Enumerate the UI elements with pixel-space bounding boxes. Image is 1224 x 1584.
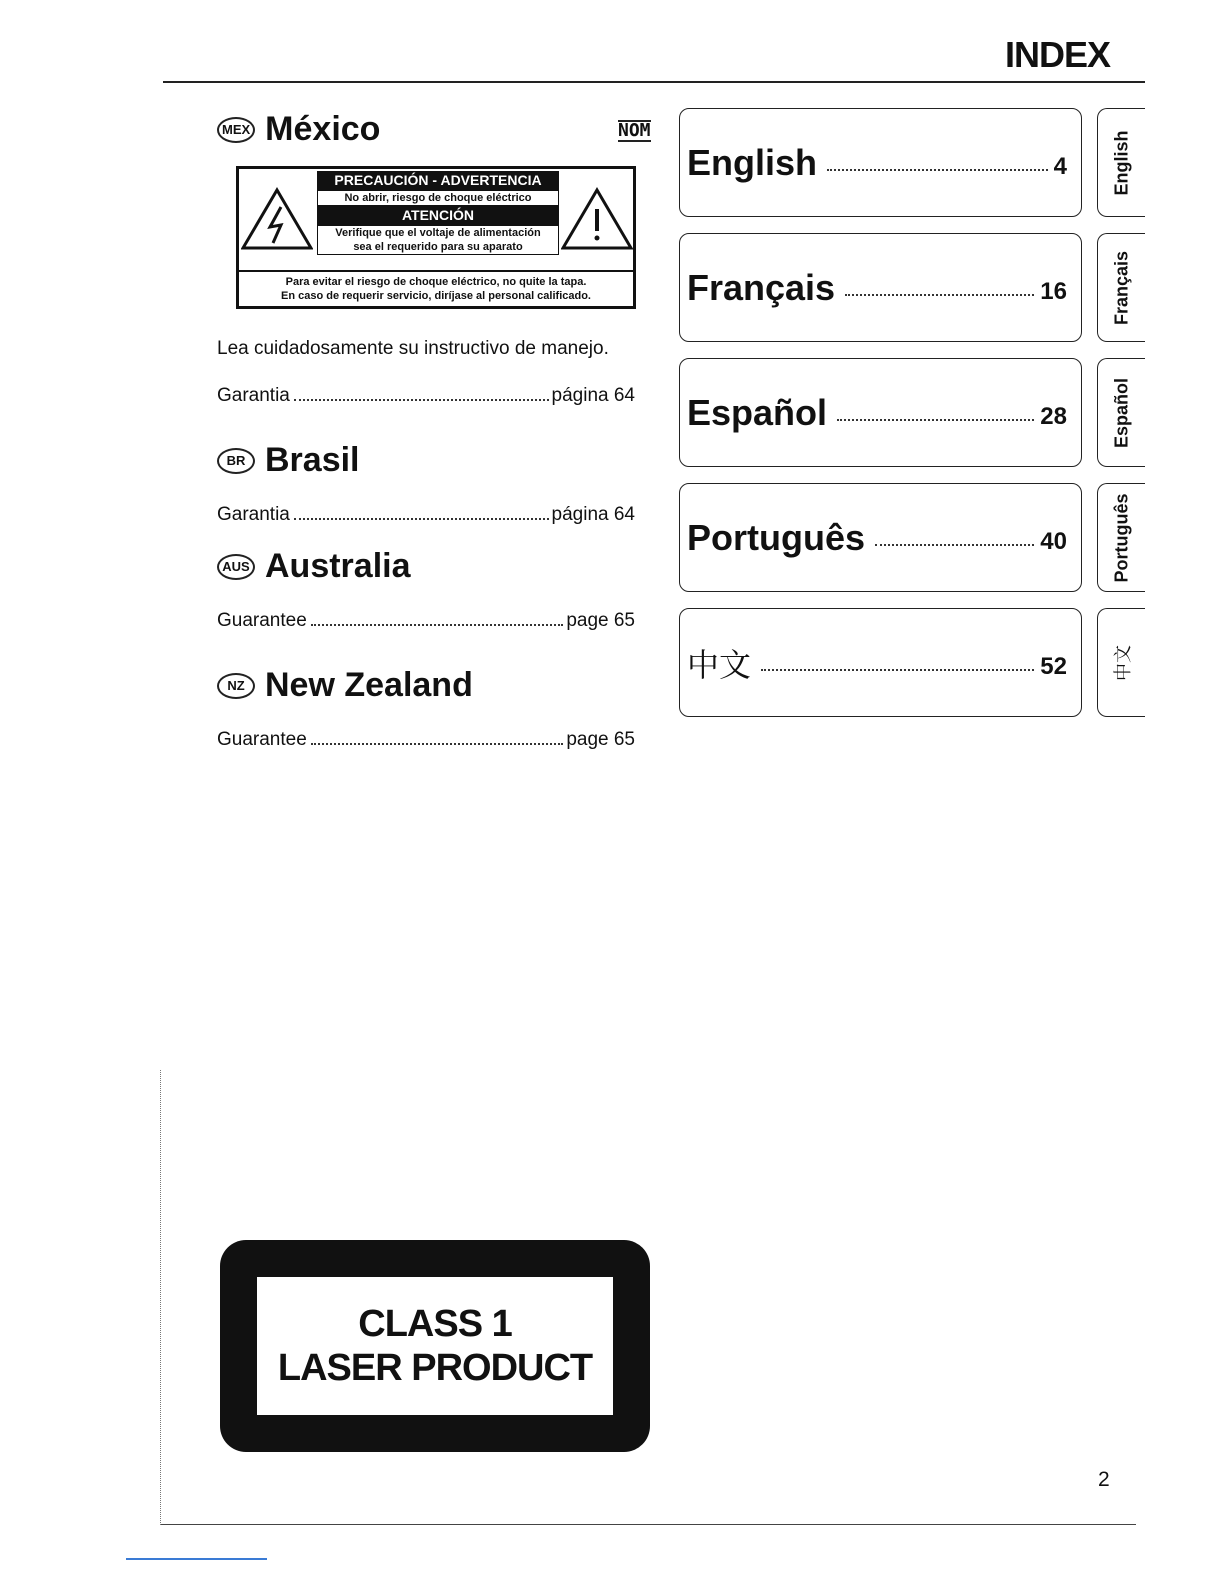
entry-label: Guarantee [217, 610, 307, 631]
language-page: 52 [1040, 652, 1067, 680]
entry-page: page 65 [566, 729, 635, 750]
warning-footer-line-1: Para evitar el riesgo de choque eléctrico, no quite la tapa. [285, 276, 587, 288]
tab-espanol[interactable] [1097, 358, 1145, 467]
language-entry-english[interactable] [679, 108, 1082, 217]
nom-mark: NOM [618, 120, 651, 141]
header-rule [163, 81, 1145, 83]
leader-dots [761, 669, 1034, 671]
electric-hazard-icon [241, 187, 313, 251]
leader-dots [837, 419, 1034, 421]
guarantee-entry-mexico [217, 385, 635, 407]
laser-label-inner [257, 1277, 613, 1415]
laser-class-text: CLASS 1 [358, 1303, 512, 1345]
tab-label: English [1111, 129, 1131, 196]
tab-label: Español [1111, 377, 1131, 448]
language-entry-espanol[interactable] [679, 358, 1082, 467]
warning-footer [239, 270, 633, 303]
language-name: Français [687, 266, 836, 308]
exclamation-hazard-icon [561, 187, 633, 251]
leader-dots [294, 518, 549, 520]
tab-portugues[interactable] [1097, 483, 1145, 592]
entry-label: Garantia [217, 385, 290, 406]
entry-label: Garantia [217, 504, 290, 525]
tab-label: 中文 [1112, 644, 1133, 681]
guarantee-entry-australia [217, 610, 635, 632]
laser-product-text: LASER PRODUCT [277, 1347, 593, 1389]
tab-label: Français [1111, 250, 1131, 325]
scan-edge-mark [160, 1070, 161, 1525]
guarantee-entry-brasil [217, 504, 635, 526]
country-name-australia: Australia [265, 547, 411, 585]
country-badge-br: BR [217, 448, 255, 474]
country-name-new-zealand: New Zealand [265, 666, 473, 704]
footer-rule [161, 1524, 1136, 1525]
country-badge-mex: MEX [217, 117, 255, 143]
guarantee-entry-new-zealand [217, 729, 635, 751]
leader-dots [311, 743, 564, 745]
language-name: Español [687, 391, 828, 433]
language-entry-portugues[interactable] [679, 483, 1082, 592]
language-entry-francais[interactable] [679, 233, 1082, 342]
language-name: English [687, 141, 818, 183]
language-page: 4 [1053, 152, 1067, 180]
warning-bar-attention: ATENCIÓN [317, 206, 559, 225]
tab-label: Português [1111, 492, 1131, 583]
warning-bar-precaution: PRECAUCIÓN - ADVERTENCIA [317, 171, 559, 190]
warning-line-no-open: No abrir, riesgo de choque eléctrico [317, 190, 559, 206]
entry-page: page 65 [566, 610, 635, 631]
leader-dots [827, 169, 1048, 171]
tab-francais[interactable] [1097, 233, 1145, 342]
language-name: 中文 [687, 646, 752, 683]
country-heading-brasil [217, 441, 360, 480]
language-entry-chinese[interactable] [679, 608, 1082, 717]
page-title: INDEX [1004, 34, 1110, 75]
language-name: Português [687, 516, 866, 558]
country-badge-nz: NZ [217, 673, 255, 699]
language-page: 16 [1040, 277, 1067, 305]
warning-center-block [317, 171, 559, 255]
leader-dots [311, 624, 564, 626]
leader-dots [875, 544, 1034, 546]
page-number: 2 [1098, 1468, 1110, 1491]
country-badge-aus: AUS [217, 554, 255, 580]
country-heading-new-zealand [217, 666, 473, 705]
country-heading-mexico [217, 110, 380, 149]
leader-dots [294, 399, 549, 401]
laser-product-label [220, 1240, 650, 1452]
country-name-brasil: Brasil [265, 441, 360, 479]
country-heading-australia [217, 547, 411, 586]
blue-underline [126, 1558, 267, 1560]
language-page: 40 [1040, 527, 1067, 555]
country-name-mexico: México [265, 110, 381, 148]
warning-footer-line-2: En caso de requerir servicio, diríjase al personal calificado. [281, 290, 591, 302]
leader-dots [845, 294, 1034, 296]
tab-english[interactable] [1097, 108, 1145, 217]
tab-chinese[interactable] [1097, 608, 1145, 717]
entry-page: página 64 [551, 504, 635, 525]
warning-line-verify: Verifique que el voltaje de alimentación [317, 225, 559, 240]
entry-page: página 64 [551, 385, 635, 406]
warning-line-voltage: sea el requerido para su aparato [317, 240, 559, 255]
warning-label [236, 166, 636, 309]
instruction-text: Lea cuidadosamente su instructivo de manejo. [217, 338, 609, 359]
entry-label: Guarantee [217, 729, 307, 750]
language-page: 28 [1040, 402, 1067, 430]
